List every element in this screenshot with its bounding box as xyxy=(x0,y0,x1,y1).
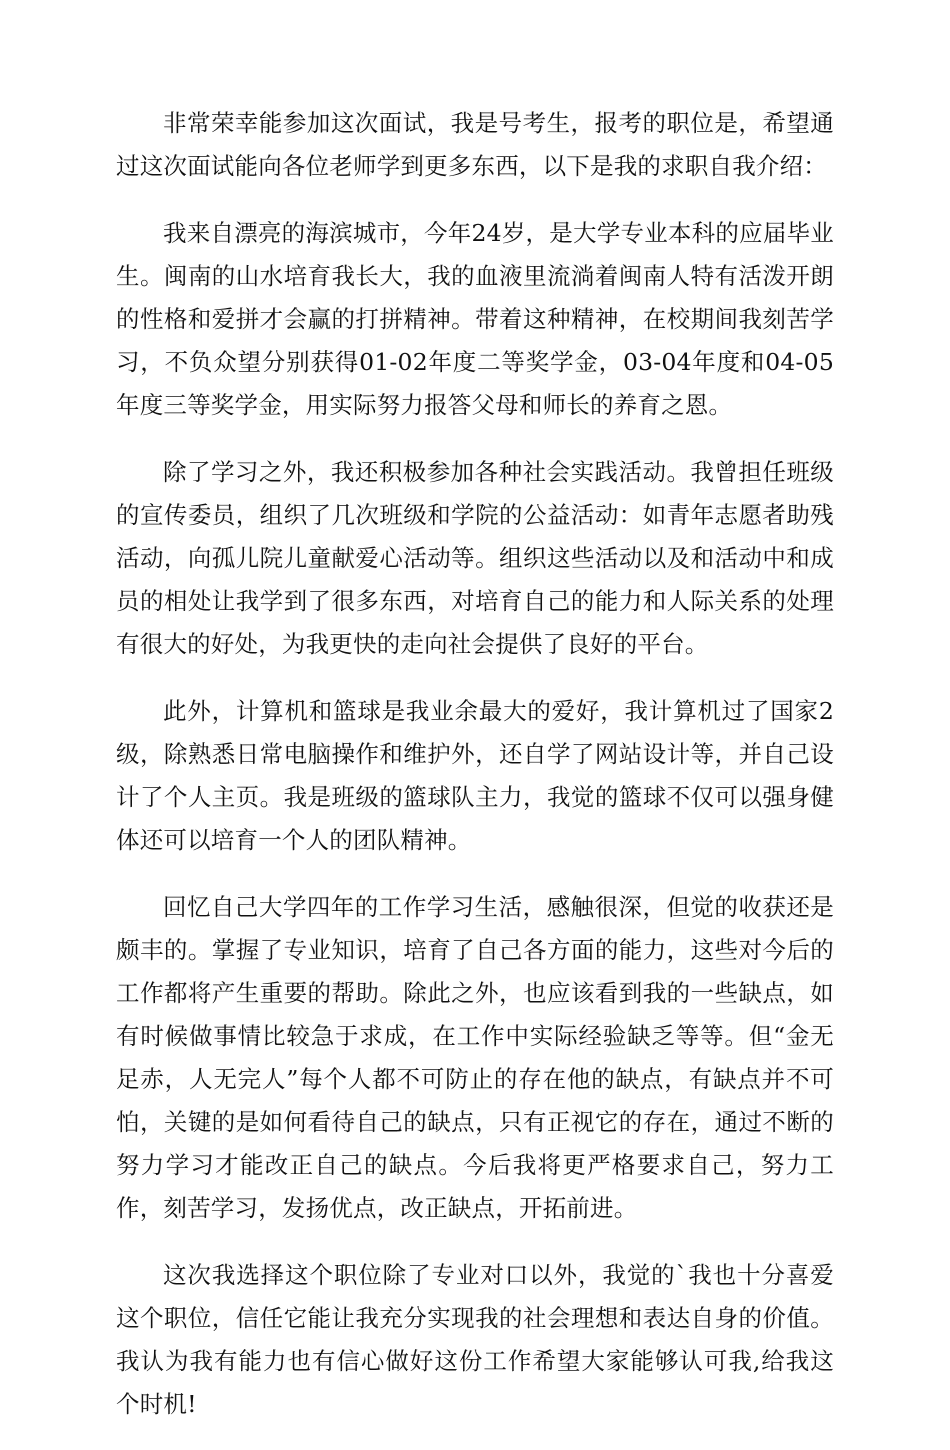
paragraph-hobbies: 此外，计算机和篮球是我业余最大的爱好，我计算机过了国家2级，除熟悉日常电脑操作和维护外，还自学了网站设计等，并自己设计了个人主页。我是班级的篮球队主力，我觉的篮球不仅可以强身健体还可以培育一个人的团队精神。 xyxy=(116,697,834,854)
paragraph-conclusion: 这次我选择这个职位除了专业对口以外，我觉的`我也十分喜爱这个职位，信任它能让我充分实现我的社会理想和表达自身的价值。我认为我有能力也有信心做好这份工作希望大家能够认可我,给我这个时机! xyxy=(116,1261,834,1418)
document-body xyxy=(116,102,834,1450)
paragraph-reflection: 回忆自己大学四年的工作学习生活，感触很深，但觉的收获还是颇丰的。掌握了专业知识，培育了自己各方面的能力，这些对今后的工作都将产生重要的帮助。除此之外，也应该看到我的一些缺点，如有时候做事情比较急于求成，在工作中实际经验缺乏等等。但“金无足赤，人无完人”每个人都不可防止的存在他的缺点，有缺点并不可怕，关键的是如何看待自己的缺点，只有正视它的存在，通过不断的努力学习才能改正自己的缺点。今后我将更严格要求自己，努力工作，刻苦学习，发扬优点，改正缺点，开拓前进。 xyxy=(116,893,834,1222)
paragraph-intro: 非常荣幸能参加这次面试，我是号考生，报考的职位是，希望通过这次面试能向各位老师学到更多东西，以下是我的求职自我介绍： xyxy=(116,109,834,180)
paragraph-background: 我来自漂亮的海滨城市，今年24岁，是大学专业本科的应届毕业生。闽南的山水培育我长大，我的血液里流淌着闽南人特有活泼开朗的性格和爱拼才会赢的打拼精神。带着这种精神，在校期间我刻苦学习，不负众望分别获得01-02年度二等奖学金，03-04年度和04-05年度三等奖学金，用实际努力报答父母和师长的养育之恩。 xyxy=(116,219,834,419)
paragraph-activities: 除了学习之外，我还积极参加各种社会实践活动。我曾担任班级的宣传委员，组织了几次班级和学院的公益活动：如青年志愿者助残活动，向孤儿院儿童献爱心活动等。组织这些活动以及和活动中和成员的相处让我学到了很多东西，对培育自己的能力和人际关系的处理有很大的好处，为我更快的走向社会提供了良好的平台。 xyxy=(116,458,834,658)
